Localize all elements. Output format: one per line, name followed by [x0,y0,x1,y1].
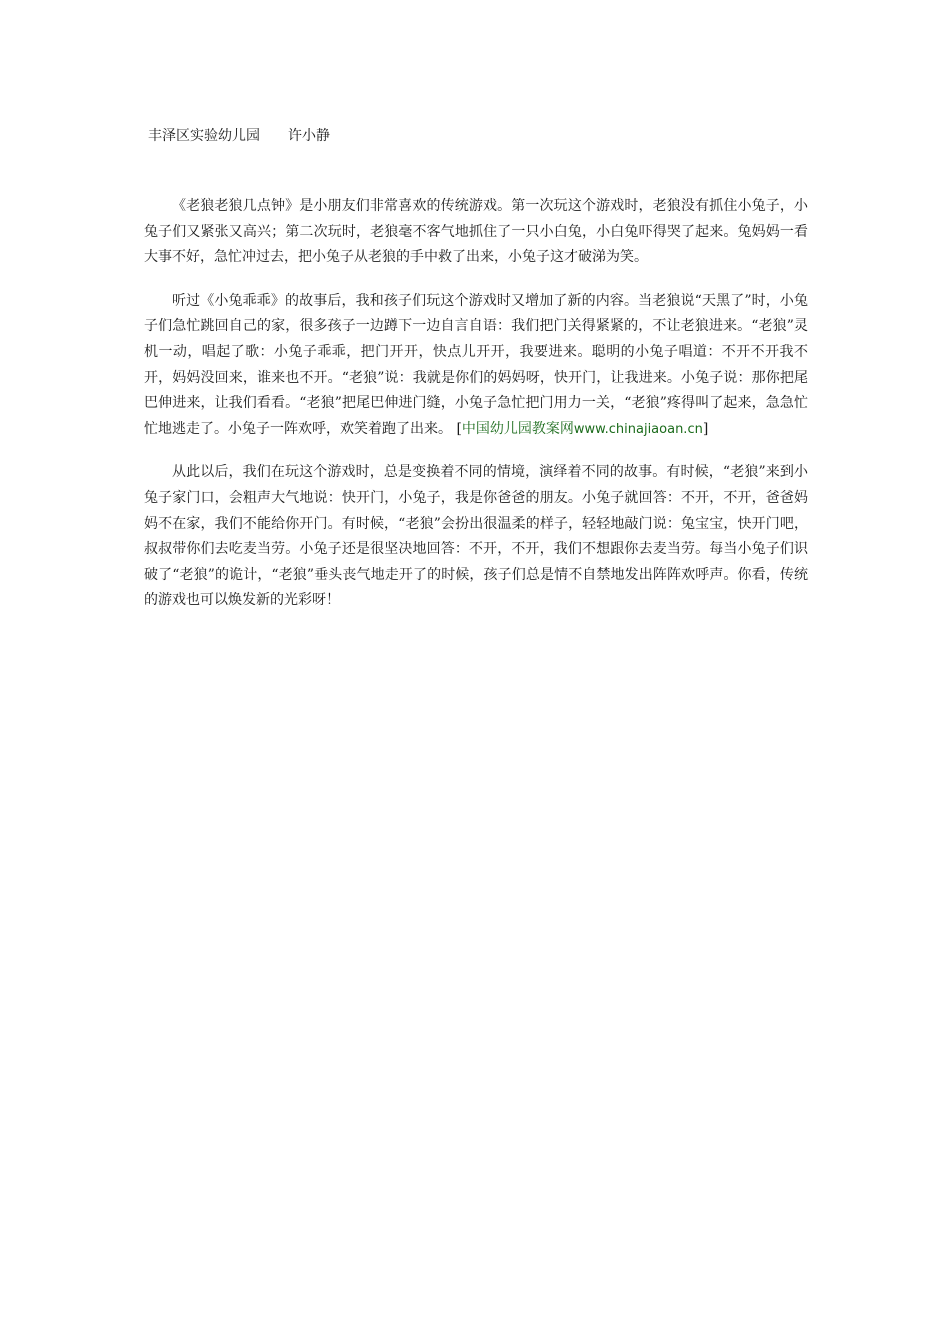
author-name: 许小静 [288,128,330,144]
paragraph-2 [144,289,808,443]
paragraph-3: 从此以后，我们在玩这个游戏时，总是变换着不同的情境，演绎着不同的故事。有时候，“老狼”来到小兔子家门口，会粗声大气地说：快开门，小兔子，我是你爸爸的朋友。小兔子就回答：不开，不开，爸爸妈妈不在家，我们不能给你开门。有时候，“老狼”会扮出很温柔的样子，轻轻地敲门说：兔宝宝，快开门吧，叔叔带你们去吃麦当劳。小兔子还是很坚决地回答：不开，不开，我们不想跟你去麦当劳。每当小兔子们识破了“老狼”的诡计，“老狼”垂头丧气地走开了的时候，孩子们总是情不自禁地发出阵阵欢呼声。你看，传统的游戏也可以焕发新的光彩呀！ [144,464,808,609]
source-open-bracket: [ [456,420,462,437]
source-site-name[interactable]: 中国幼儿园教案网 [461,420,574,437]
byline [148,126,330,146]
source-url-link[interactable]: www.chinajiaoan.cn [573,421,703,437]
source-attribution [452,421,708,437]
article-body [144,194,808,632]
source-close-bracket: ] [702,420,709,437]
paragraph-1: 《老狼老狼几点钟》是小朋友们非常喜欢的传统游戏。第一次玩这个游戏时，老狼没有抓住小兔子，小兔子们又紧张又高兴；第二次玩时，老狼毫不客气地抓住了一只小白兔，小白兔吓得哭了起来。兔妈妈一看大事不好，急忙冲过去，把小兔子从老狼的手中救了出来，小兔子这才破涕为笑。 [144,198,808,266]
school-name: 丰泽区实验幼儿园 [148,128,260,144]
paragraph-2-text: 听过《小兔乖乖》的故事后，我和孩子们玩这个游戏时又增加了新的内容。当老狼说“天黑了”时，小兔子们急忙跳回自己的家，很多孩子一边蹲下一边自言自语：我们把门关得紧紧的，不让老狼进来。“老狼”灵机一动，唱起了歌：小兔子乖乖，把门开开，快点儿开开，我要进来。聪明的小兔子唱道：不开不开我不开，妈妈没回来，谁来也不开。“老狼”说：我就是你们的妈妈呀，快开门，让我进来。小兔子说：那你把尾巴伸进来，让我们看看。“老狼”把尾巴伸进门缝，小兔子急忙把门用力一关，“老狼”疼得叫了起来，急急忙忙地逃走了。小兔子一阵欢呼，欢笑着跑了出来。 [144,292,808,437]
